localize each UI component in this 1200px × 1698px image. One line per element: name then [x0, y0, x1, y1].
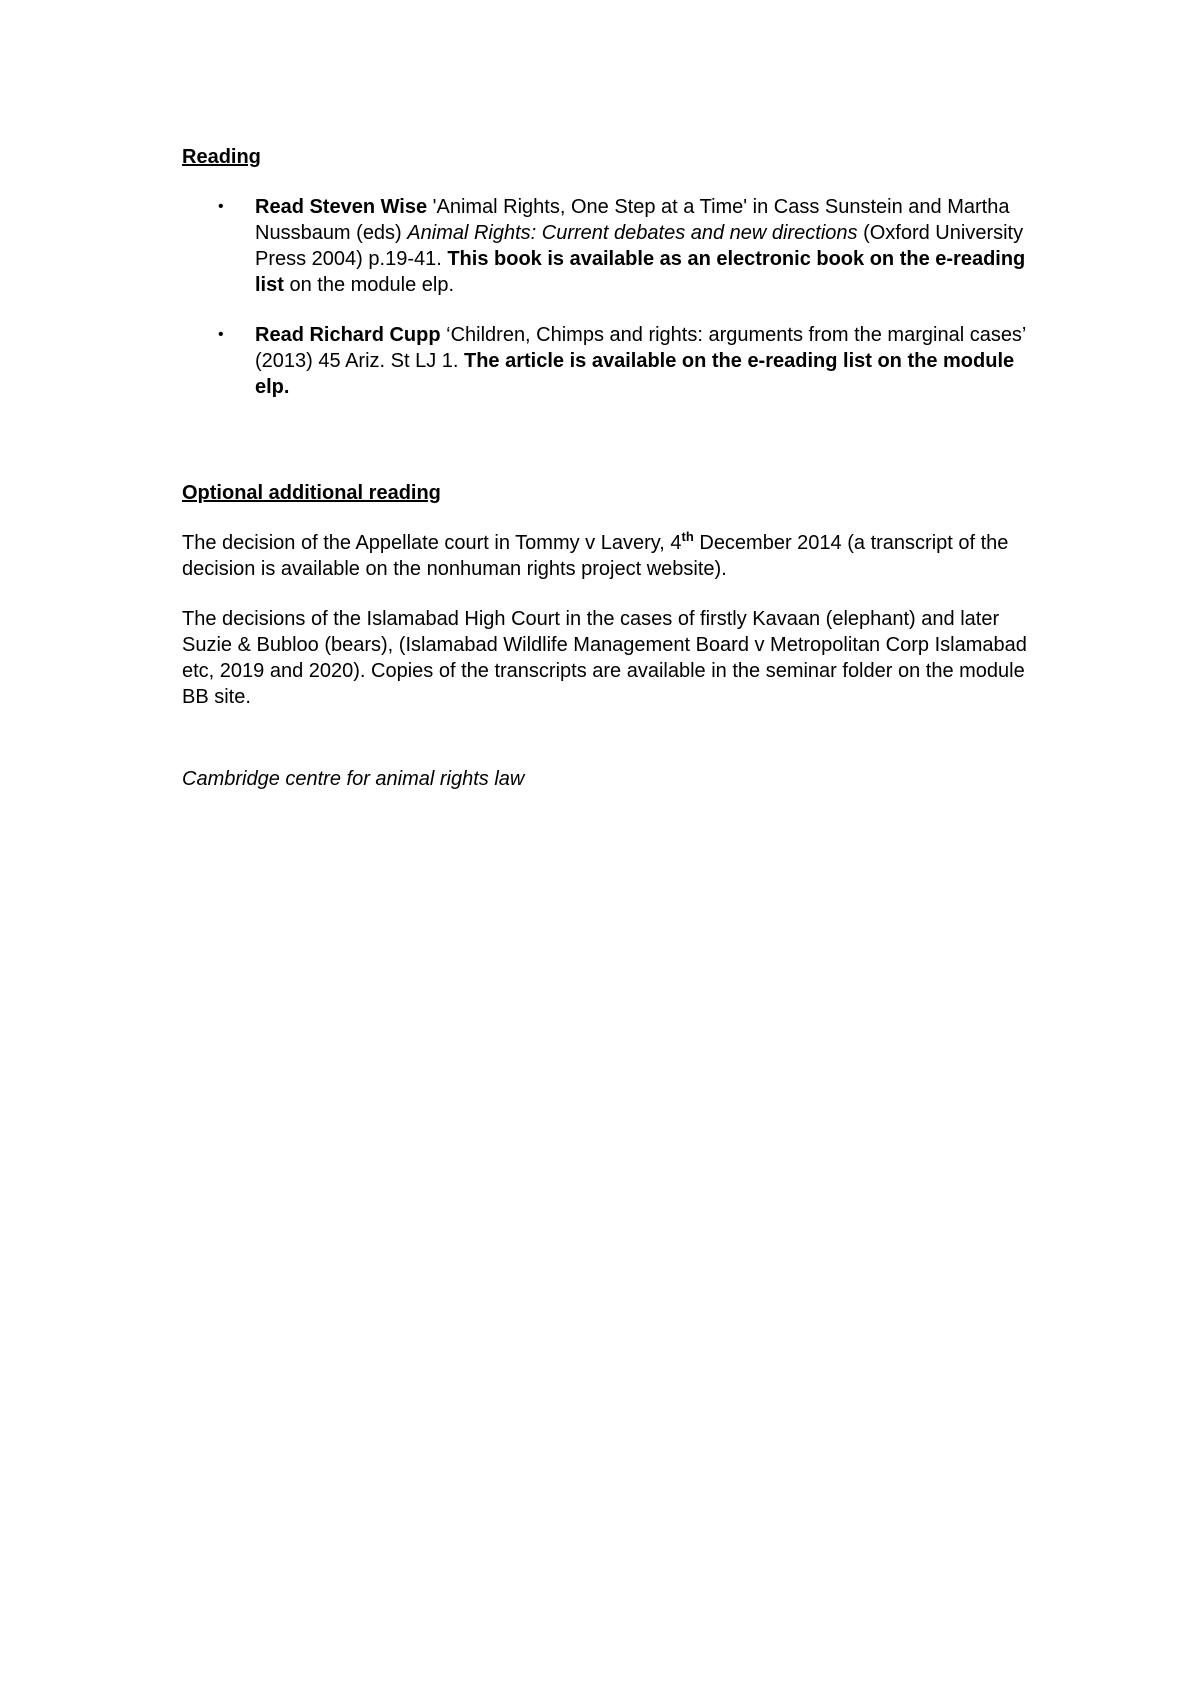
optional-reading-heading: Optional additional reading: [182, 482, 441, 504]
paragraph-text: December 2014 (a transcript of the decision is available on the nonhuman rights project website).: [182, 532, 1009, 580]
reading-text: (Oxford University Press 2004) p.19-41.: [255, 222, 1024, 270]
bullet-icon: •: [218, 326, 224, 343]
reading-author: Read Steven Wise: [255, 196, 428, 218]
reading-author: Read Richard Cupp: [255, 324, 441, 346]
reading-text: ‘Children, Chimps and rights: arguments from the marginal cases’ (2013) 45 Ariz. St LJ 1.: [255, 324, 1026, 372]
reading-list: [182, 194, 1032, 400]
reading-text: on the module elp.: [283, 274, 455, 296]
document-body: [182, 144, 1032, 792]
reading-item-wise: [182, 194, 1032, 298]
paragraph-text: The decision of the Appellate court in Tommy v Lavery, 4: [182, 532, 682, 554]
reading-item-cupp: [182, 322, 1032, 400]
book-title: Animal Rights: Current debates and new directions: [407, 222, 858, 244]
footer-note: Cambridge centre for animal rights law: [182, 768, 525, 790]
bullet-icon: •: [218, 198, 224, 215]
optional-paragraph-tommy: [182, 530, 1032, 582]
availability-note: This book is available as an electronic book on the e-reading list: [255, 248, 1026, 296]
availability-note: The article is available on the e-reading list on the module elp.: [255, 350, 1015, 398]
optional-paragraph-islamabad: The decisions of the Islamabad High Court in the cases of firstly Kavaan (elephant) and later Suzie & Bubloo (bears), (Islamabad Wildlife Management Board v Metropolitan Corp Islamabad etc, 2019 and 2020). Copies of the transcripts are available in the seminar folder on the module BB site.: [182, 608, 1027, 708]
superscript: th: [681, 529, 694, 544]
reading-heading: Reading: [182, 146, 261, 168]
reading-text: 'Animal Rights, One Step at a Time' in Cass Sunstein and Martha Nussbaum (eds): [255, 196, 1010, 244]
